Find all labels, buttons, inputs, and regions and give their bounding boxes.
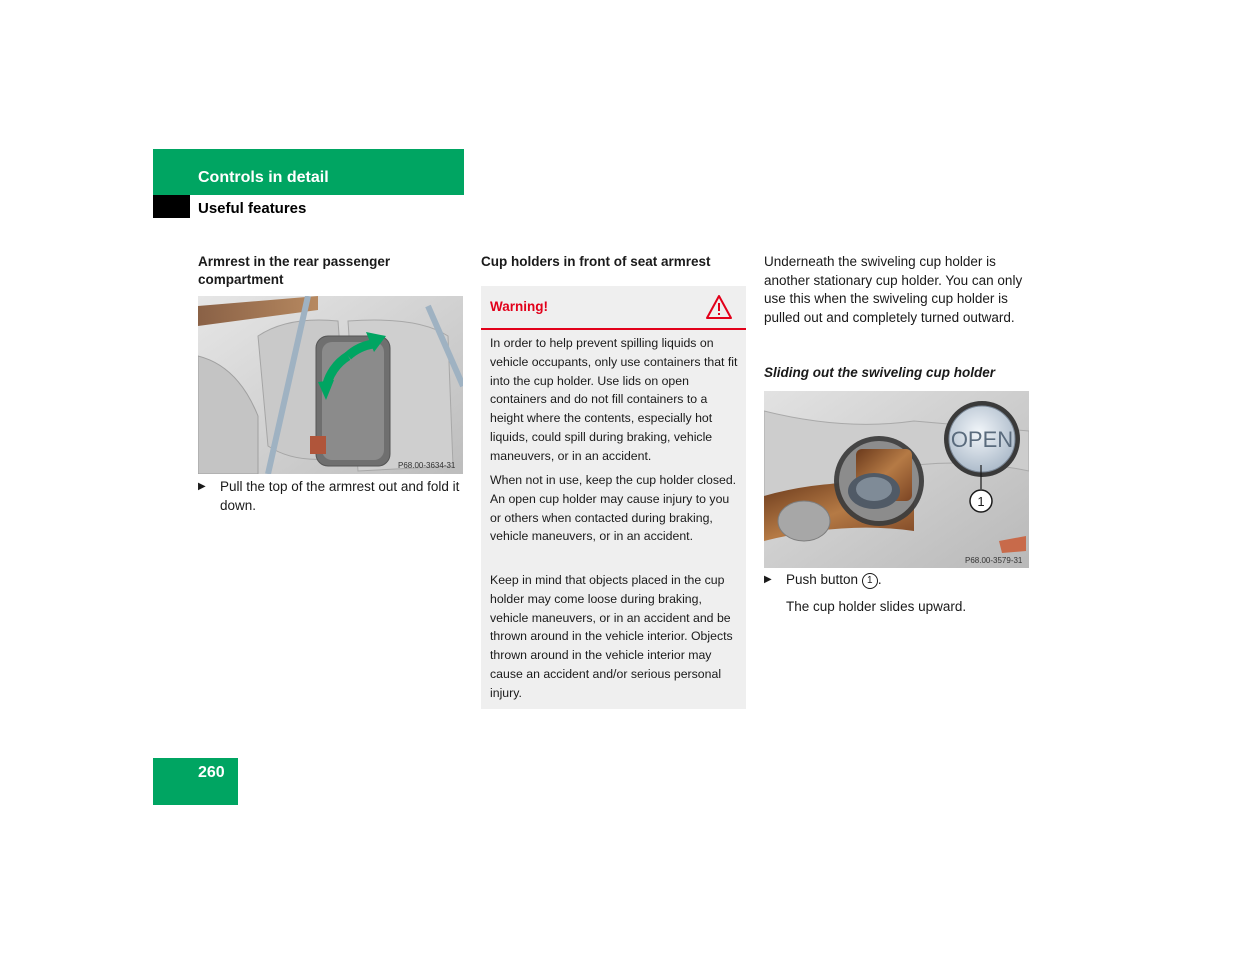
subsection-marker [153, 195, 190, 218]
warning-triangle-icon [705, 294, 733, 320]
page-number-band [153, 758, 238, 805]
swivel-step-text [786, 571, 882, 590]
armrest-illustration [198, 296, 463, 474]
bullet-arrow-icon: ▶ [198, 481, 206, 492]
warning-paragraph-2: When not in use, keep the cup holder closed. An open cup holder may cause injury to you or others when contacted during braking, vehicle maneuvers, or in an accident. [490, 473, 737, 544]
warning-divider [481, 328, 746, 330]
armrest-step [198, 478, 468, 515]
callout-number: 1 [977, 494, 985, 509]
cupholder-heading: Cup holders in front of seat armrest [481, 254, 711, 269]
armrest-figure-code: P68.00-3634-31 [398, 461, 456, 470]
warning-paragraph-3: Keep in mind that objects placed in the cup holder may come loose during braking, vehicle maneuvers, or in an accident and be thrown around in the vehicle interior. Objects thrown around in the vehicle interior may cause an accident and/or serious personal injury. [490, 573, 733, 700]
swivel-step-suffix: . [877, 572, 882, 587]
swivel-result: The cup holder slides upward. [786, 599, 967, 614]
armrest-heading: Armrest in the rear passenger compartment [198, 254, 391, 287]
warning-paragraph-1: In order to help prevent spilling liquids on vehicle occupants, only use containers that fit into the cup holder. Use lids on open containers and do not fill containers to a height where the contents, especially hot liquids, could spill during braking, vehicle maneuvers, or in an accident. [490, 336, 738, 463]
section-title: Controls in detail [198, 169, 329, 186]
subsection-title: Useful features [198, 200, 307, 217]
callout-number-inline: 1 [862, 573, 878, 589]
swivel-step [764, 571, 1034, 590]
swivel-subheading: Sliding out the swiveling cup holder [764, 365, 996, 380]
warning-title: Warning! [490, 299, 548, 314]
cupholder-illustration [764, 391, 1029, 568]
swivel-intro: Underneath the swiveling cup holder is another stationary cup holder. You can only use this when the swiveling cup holder is pulled out and completely turned outward. [764, 254, 1023, 325]
armrest-step-text: Pull the top of the armrest out and fold it down. [220, 479, 460, 513]
swivel-step-prefix: Push button [786, 572, 859, 587]
cupholder-figure-code: P68.00-3579-31 [965, 556, 1023, 565]
page-number: 260 [198, 764, 225, 781]
bullet-arrow-icon: ▶ [764, 574, 772, 585]
open-button-label: OPEN [950, 427, 1014, 452]
